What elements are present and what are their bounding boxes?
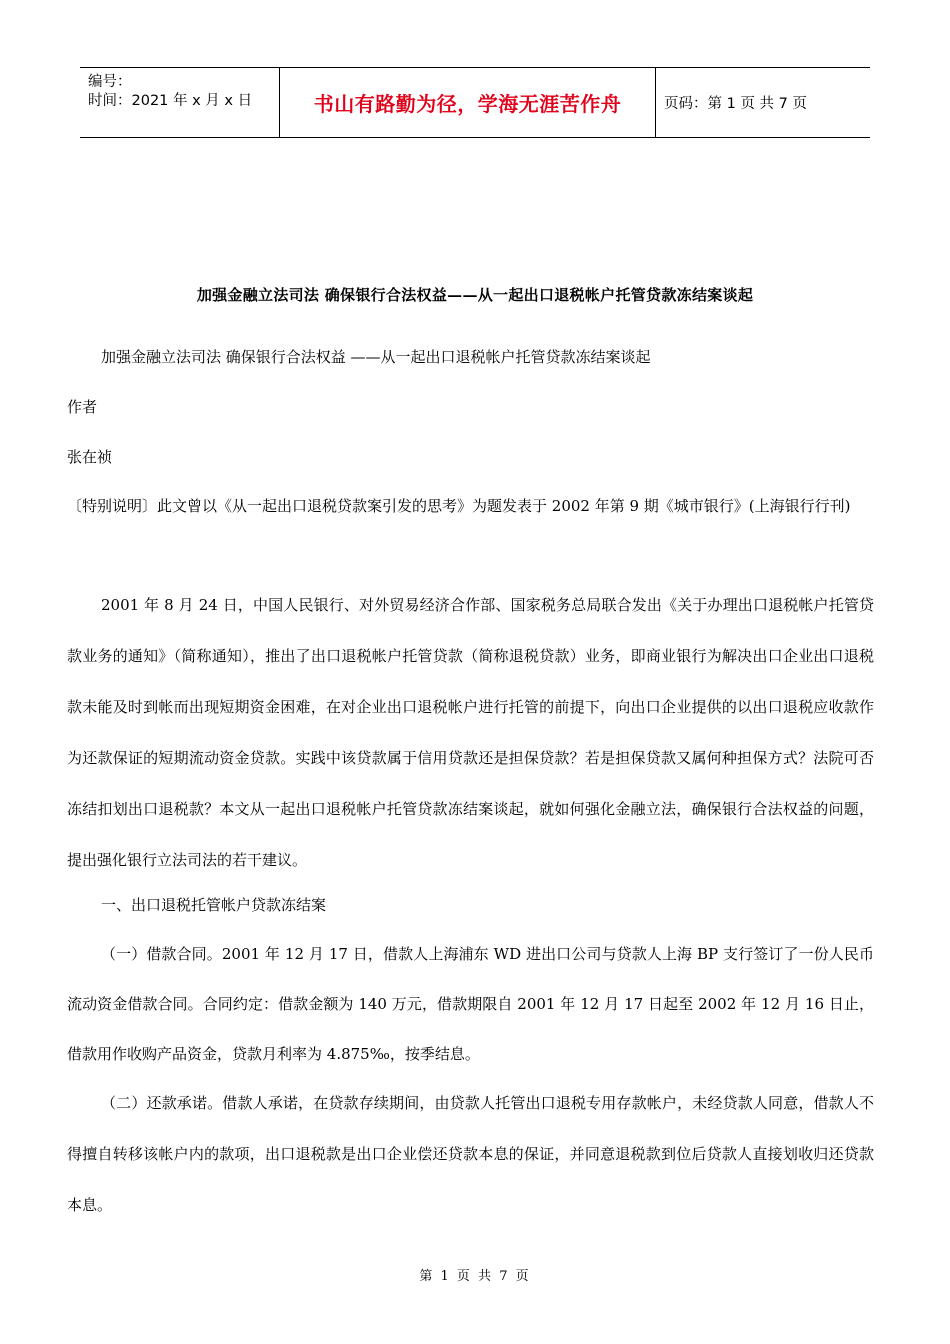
author-label: 作者 bbox=[67, 398, 98, 416]
header-meta bbox=[80, 68, 280, 137]
special-note: 〔特别说明〕此文曾以《从一起出口退税贷款案引发的思考》为题发表于 2002 年第 9 期《城市银行》(上海银行行刊) bbox=[67, 497, 851, 515]
intro-paragraph: 2001 年 8 月 24 日，中国人民银行、对外贸易经济合作部、国家税务总局联合发出《关于办理出口退税帐户托管贷款业务的通知》（简称通知），推出了出口退税帐户托管贷款（简称退税贷款）业务，即商业银行为解决出口企业出口退税款未能及时到帐而出现短期资金困难，在对企业出口退税帐户进行托管的前提下，向出口企业提供的以出口退税应收款作为还款保证的短期流动资金贷款。实践中该贷款属于信用贷款还是担保贷款？若是担保贷款又属何种担保方式？法院可否冻结扣划出口退税款？本文从一起出口退税帐户托管贷款冻结案谈起，就如何强化金融立法，确保银行合法权益的问题，提出强化银行立法司法的若干建议。 bbox=[67, 596, 874, 869]
repayment-paragraph: （二）还款承诺。借款人承诺，在贷款存续期间，由贷款人托管出口退税专用存款帐户，未经贷款人同意，借款人不得擅自转移该帐户内的款项，出口退税款是出口企业偿还贷款本息的保证，并同意退税款到位后贷款人直接划收归还贷款本息。 bbox=[67, 1094, 874, 1214]
repayment-block bbox=[67, 1091, 874, 1231]
special-note-block bbox=[67, 493, 874, 530]
author-name-block bbox=[67, 445, 874, 470]
author-name: 张在祯 bbox=[67, 448, 113, 466]
author-block bbox=[67, 395, 874, 420]
document-body bbox=[67, 345, 874, 370]
page-header bbox=[80, 67, 870, 138]
loan-contract-paragraph: （一）借款合同。2001 年 12 月 17 日，借款人上海浦东 WD 进出口公司与贷款人上海 BP 支行签订了一份人民币流动资金借款合同。合同约定：借款金额为 140 万元，借款期限自 2001 年 12 月 17 日起至 2002 年 12 月 16 日止，借款用作收购产品资金，贷款月利率为 4.875‰，按季结息。 bbox=[67, 945, 874, 1063]
document-subtitle: 加强金融立法司法 确保银行合法权益 ——从一起出口退税帐户托管贷款冻结案谈起 bbox=[101, 348, 651, 366]
header-page-code: 页码：第 1 页 共 7 页 bbox=[664, 96, 807, 112]
loan-contract-block bbox=[67, 941, 874, 1079]
document-number-label: 编号： bbox=[88, 74, 132, 90]
document-title: 加强金融立法司法 确保银行合法权益——从一起出口退税帐户托管贷款冻结案谈起 bbox=[196, 286, 754, 304]
section-heading-block bbox=[67, 893, 874, 918]
section-heading: 一、出口退税托管帐户贷款冻结案 bbox=[101, 896, 327, 914]
header-motto: 书山有路勤为径，学海无涯苦作舟 bbox=[280, 68, 656, 137]
intro-block bbox=[67, 593, 874, 886]
document-date: 时间：2021 年 x 月 x 日 bbox=[88, 93, 253, 109]
page-footer: 第 1 页 共 7 页 bbox=[419, 1269, 531, 1284]
